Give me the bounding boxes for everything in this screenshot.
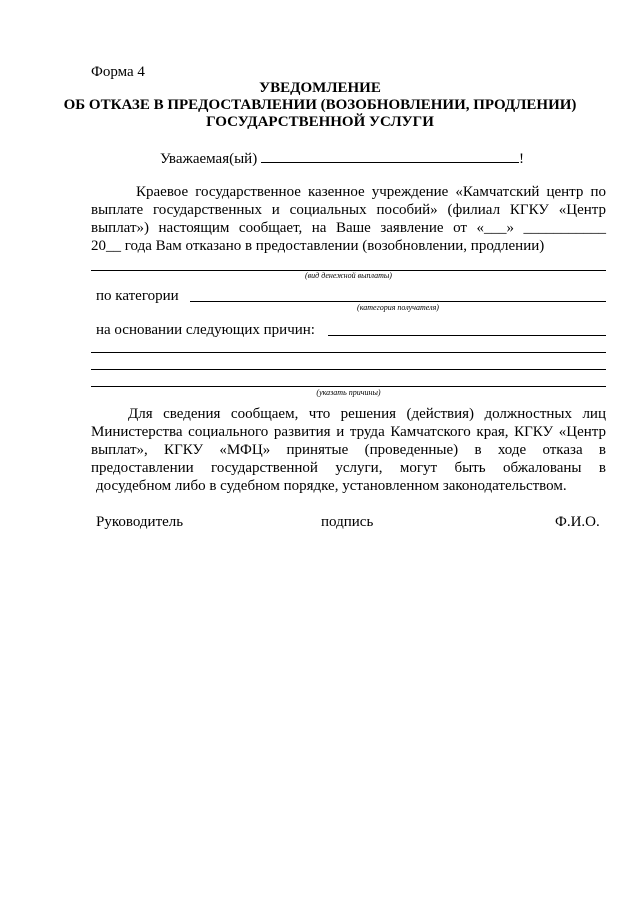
signature-head-label: Руководитель: [96, 514, 184, 530]
document-title-line1: УВЕДОМЛЕНИЕ: [259, 80, 381, 96]
addressee-name-field[interactable]: [261, 148, 519, 163]
recipient-category-caption: (категория получателя): [357, 303, 439, 312]
payment-type-caption: (вид денежной выплаты): [305, 271, 392, 280]
notice-line-3: выплат», КГКУ «МФЦ» принятые (проведенные) в ходе отказа в: [91, 442, 606, 458]
signature-name-label: Ф.И.О.: [555, 514, 600, 530]
intro-line-1: Краевое государственное казенное учреждение «Камчатский центр по: [136, 184, 606, 200]
category-label: по категории: [96, 288, 179, 304]
form-number: Форма 4: [91, 64, 145, 80]
notice-line-5: досудебном либо в судебном порядке, установленном законодательством.: [96, 478, 567, 494]
notice-line-1: Для сведения сообщаем, что решения (действия) должностных лиц: [128, 406, 606, 422]
signature-sign-label: подпись: [321, 514, 374, 530]
salutation: [160, 148, 524, 168]
reasons-label: на основании следующих причин:: [96, 322, 315, 338]
salutation-suffix: !: [518, 151, 524, 167]
recipient-category-field[interactable]: [190, 301, 606, 302]
notice-line-2: Министерства социального развития и труда Камчатского края, КГКУ «Центр: [91, 424, 606, 440]
reasons-field-line-4[interactable]: [91, 386, 606, 387]
notice-line-4: предоставлении государственной услуги, могут быть обжалованы в: [91, 460, 606, 476]
salutation-prefix: Уважаемая(ый): [160, 151, 258, 167]
intro-line-3: выплат») настоящим сообщает, на Ваше заявление от «___» ___________: [91, 220, 606, 236]
document-title-line2: ОБ ОТКАЗЕ В ПРЕДОСТАВЛЕНИИ (ВОЗОБНОВЛЕНИИ, ПРОДЛЕНИИ): [63, 97, 577, 113]
document-title-line3: ГОСУДАРСТВЕННОЙ УСЛУГИ: [206, 114, 434, 130]
intro-line-4: 20__ года Вам отказано в предоставлении (возобновлении, продлении): [91, 238, 545, 254]
reasons-field-line-2[interactable]: [91, 352, 606, 353]
intro-line-2: выплате государственных и социальных пособий» (филиал КГКУ «Центр: [91, 202, 606, 218]
reasons-field-line-3[interactable]: [91, 369, 606, 370]
reasons-field-line-1[interactable]: [328, 335, 606, 336]
reasons-caption: (указать причины): [316, 388, 381, 397]
